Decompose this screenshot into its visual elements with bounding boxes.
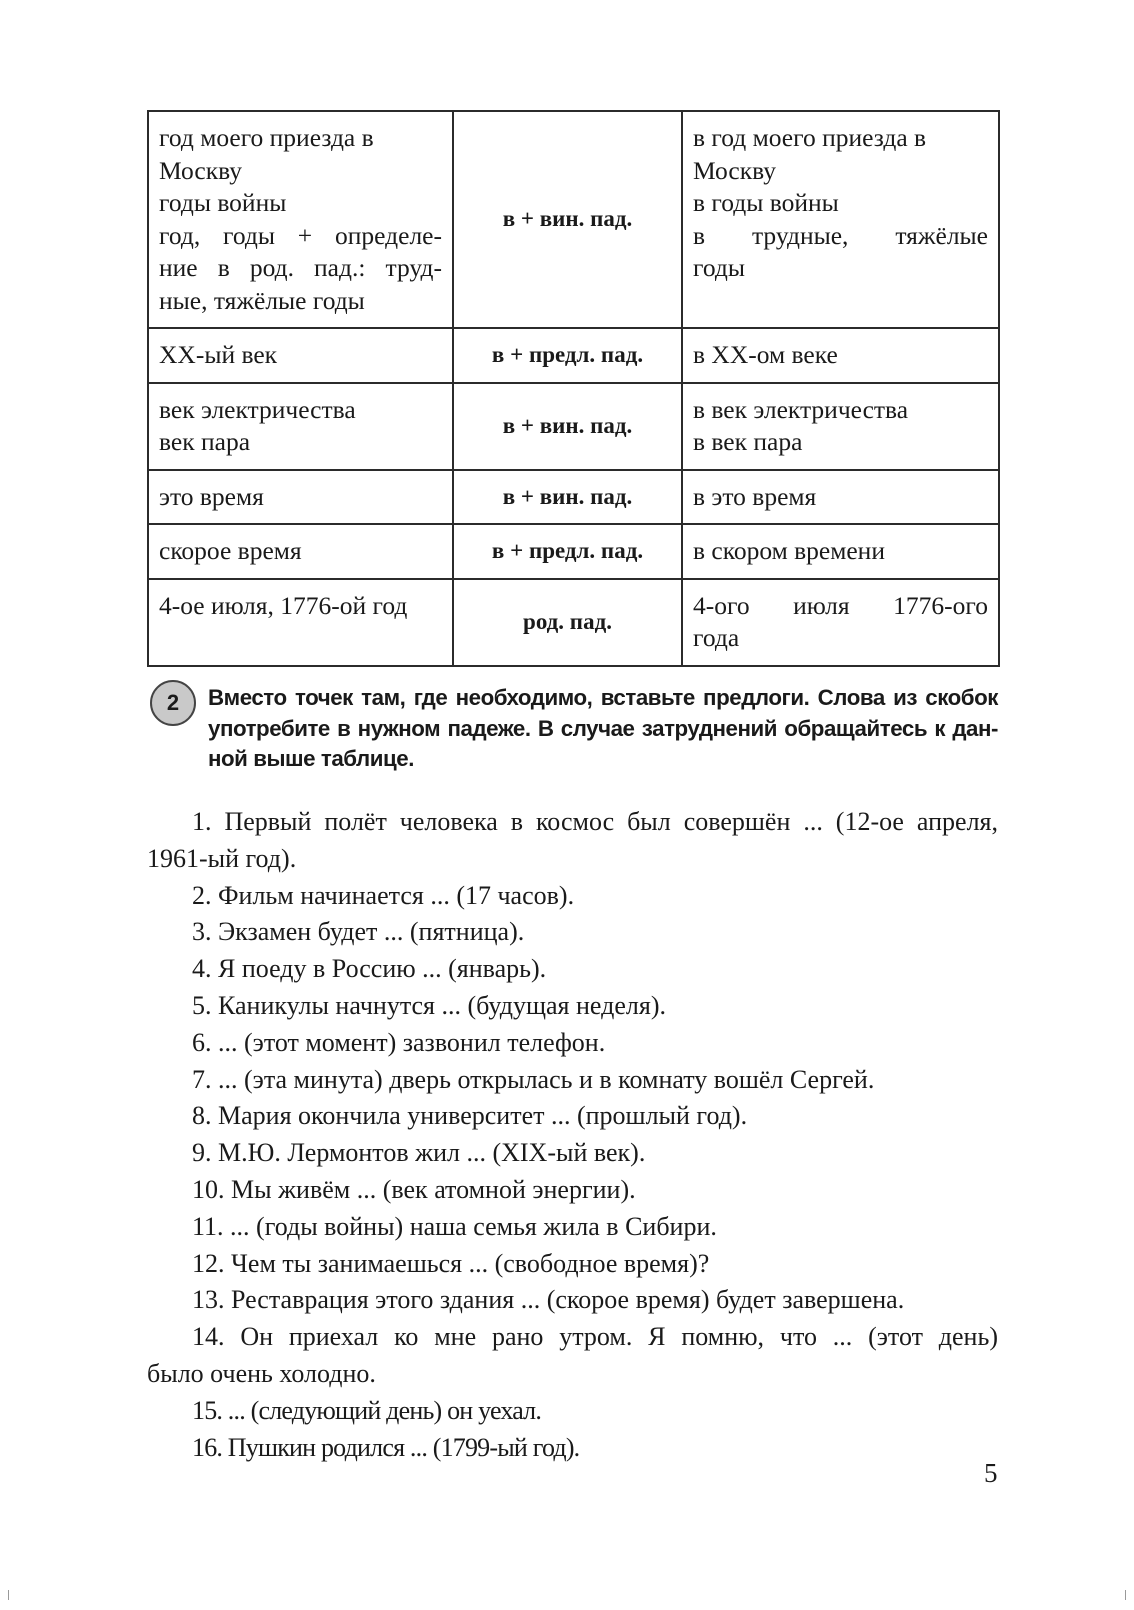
cell-line: годы <box>693 253 745 282</box>
exercise-item: 5. Каникулы начнутся ... (будущая неделя). <box>192 990 666 1020</box>
cell-line: год, годы + определе- <box>159 220 442 250</box>
table-cell-example <box>682 579 999 666</box>
crop-mark <box>8 1590 9 1600</box>
cell-line: век пара <box>159 427 251 456</box>
cell-line: Москву <box>693 155 777 185</box>
exercise-text: 14. Он приехал ко мне рано утром. Я помню, что ... (этот день) <box>192 1322 998 1352</box>
exercise-item: 9. М.Ю. Лермонтов жил ... (XIX-ый век). <box>192 1138 646 1168</box>
crop-mark <box>1125 1590 1126 1600</box>
cell-line: в трудные, тяжёлые <box>693 220 988 250</box>
table-cell-expression <box>148 383 453 470</box>
exercise-item: 2. Фильм начинается ... (17 часов). <box>192 880 575 910</box>
exercise-item: 10. Мы живём ... (век атомной энергии). <box>192 1174 636 1204</box>
cell-line: в это время <box>693 481 817 511</box>
table-row <box>148 383 999 470</box>
exercise-text: 1. Первый полёт человека в космос был совершён ... (12-ое апреля, <box>192 807 998 836</box>
cell-line: ХХ-ый век <box>159 340 278 369</box>
cell-line: это время <box>159 481 264 511</box>
exercise-item: 15. ... (следующий день) он уехал. <box>192 1395 542 1425</box>
cell-line: в век электричества <box>693 394 909 424</box>
exercise-list <box>147 804 998 1466</box>
table-row <box>148 111 999 328</box>
table-cell-rule: в + вин. пад. <box>453 111 682 328</box>
table-cell-expression <box>148 470 453 525</box>
task-line: ной выше таблице. <box>208 746 414 771</box>
exercise-text-continuation: было очень холодно. <box>147 1358 376 1388</box>
table-cell-expression <box>148 328 453 383</box>
exercise-item: 12. Чем ты занимаешься ... (свободное время)? <box>192 1248 710 1278</box>
exercise-item <box>147 1319 998 1393</box>
table-cell-example <box>682 383 999 470</box>
table-cell-rule: в + вин. пад. <box>453 383 682 470</box>
table-cell-example <box>682 111 999 328</box>
table-cell-rule: род. пад. <box>453 579 682 666</box>
exercise-item: 6. ... (этот момент) зазвонил телефон. <box>192 1027 606 1057</box>
cell-line: век электричества <box>159 394 356 424</box>
table-row <box>148 524 999 579</box>
cell-line: в век пара <box>693 427 803 456</box>
cell-line: 4-ое июля, 1776-ой год <box>159 590 408 620</box>
exercise-item: 16. Пушкин родился ... (1799-ый год). <box>192 1432 580 1462</box>
cell-line: в скором времени <box>693 536 885 565</box>
task-number-badge: 2 <box>150 680 196 726</box>
table-cell-expression <box>148 524 453 579</box>
grammar-table <box>147 110 1000 667</box>
exercise-text-continuation: 1961-ый год). <box>147 843 297 873</box>
exercise-item: 8. Мария окончила университет ... (прошлый год). <box>192 1101 748 1131</box>
exercise-item: 3. Экзамен будет ... (пятница). <box>192 917 525 947</box>
task-line: употребите в нужном падеже. В случае затруднений обращайтесь к дан- <box>208 715 998 741</box>
cell-line: ные, тяжёлые годы <box>159 285 365 315</box>
cell-line: в ХХ-ом веке <box>693 340 838 369</box>
cell-line: годы войны <box>159 188 287 217</box>
cell-line: в год моего приезда в <box>693 123 927 152</box>
exercise-item: 13. Реставрация этого здания ... (скорое время) будет завершена. <box>192 1285 905 1315</box>
exercise-item <box>147 804 998 878</box>
cell-line: 4-ого июля 1776-ого <box>693 590 988 620</box>
cell-line: скорое время <box>159 536 302 565</box>
task-line: Вместо точек там, где необходимо, вставьте предлоги. Слова из скобок <box>208 685 998 710</box>
cell-line: год моего приезда в <box>159 123 374 152</box>
table-cell-example <box>682 470 999 525</box>
table-cell-rule: в + вин. пад. <box>453 470 682 525</box>
task-text <box>208 683 998 775</box>
table-cell-rule: в + предл. пад. <box>453 524 682 579</box>
table-cell-example <box>682 328 999 383</box>
table-row <box>148 470 999 525</box>
table-cell-rule: в + предл. пад. <box>453 328 682 383</box>
page-number: 5 <box>984 1458 998 1488</box>
table-row <box>148 328 999 383</box>
cell-line: в годы войны <box>693 188 839 217</box>
cell-line: ние в род. пад.: труд- <box>159 253 442 282</box>
exercise-item: 4. Я поеду в Россию ... (январь). <box>192 954 547 984</box>
table-cell-expression <box>148 111 453 328</box>
table-row <box>148 579 999 666</box>
cell-line: года <box>693 623 740 652</box>
table-cell-expression <box>148 579 453 666</box>
exercise-item: 11. ... (годы войны) наша семья жила в Сибири. <box>192 1211 717 1241</box>
cell-line: Москву <box>159 155 243 185</box>
exercise-item: 7. ... (эта минута) дверь открылась и в комнату вошёл Сергей. <box>192 1064 875 1094</box>
table-cell-example <box>682 524 999 579</box>
